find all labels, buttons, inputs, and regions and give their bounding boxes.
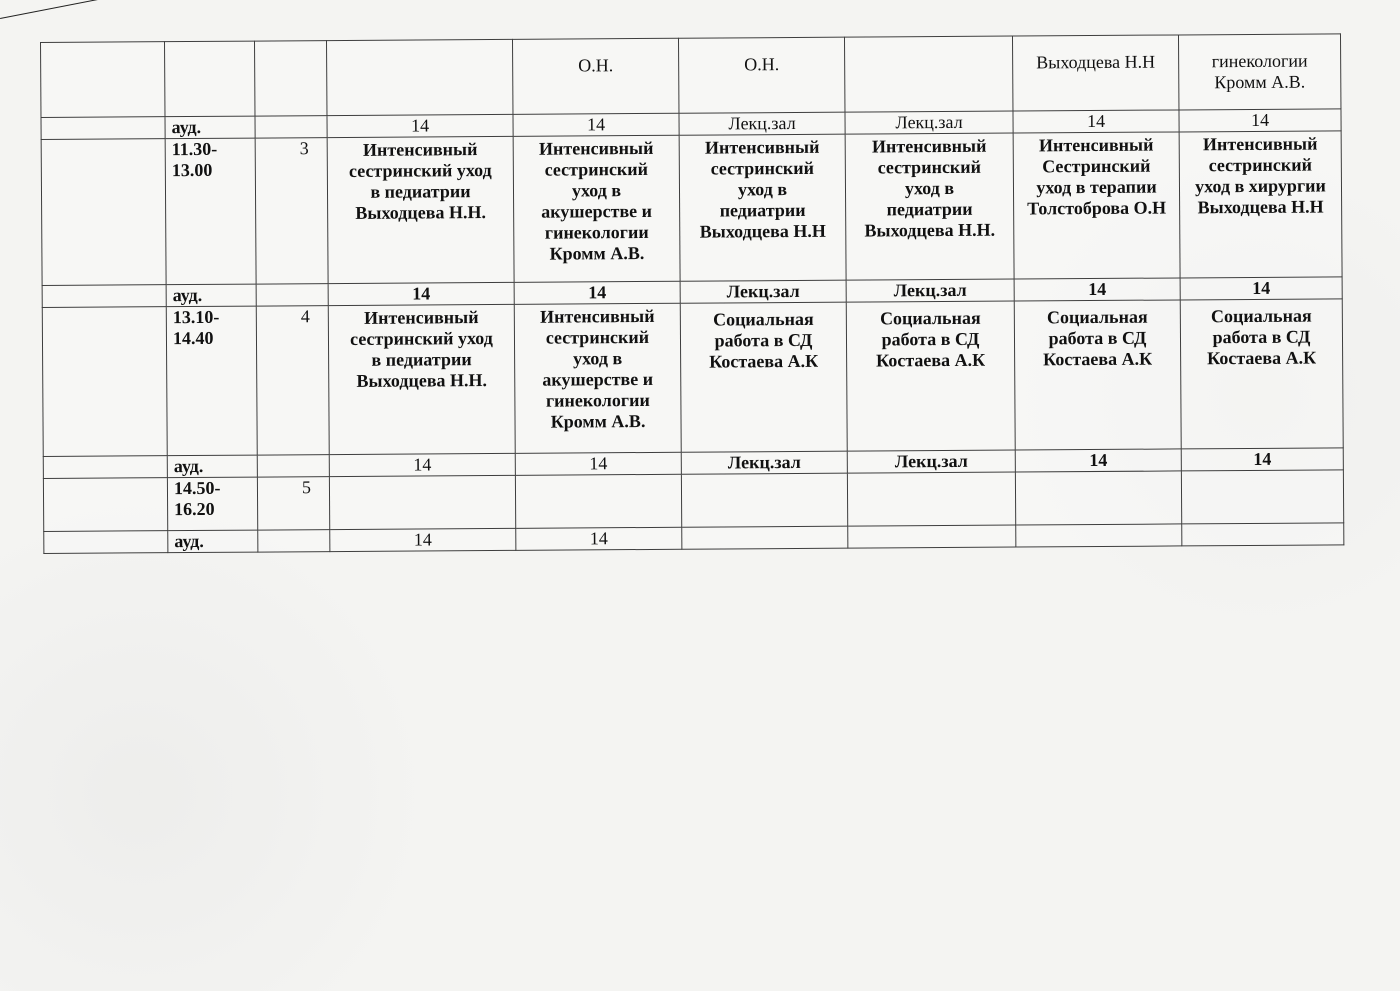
auditorium-value: 14	[330, 528, 516, 551]
row-spacer-cell	[258, 530, 330, 552]
auditorium-value: 14	[328, 282, 514, 305]
auditorium-value: 14	[1015, 449, 1181, 472]
auditorium-value: Лекц.зал	[847, 450, 1015, 473]
header-cell: О.Н.	[512, 38, 678, 114]
auditorium-value: 14	[514, 281, 680, 304]
lesson-number: 4	[256, 306, 329, 455]
header-row	[41, 34, 1341, 118]
auditorium-value	[682, 526, 848, 549]
auditorium-value: 14	[1014, 278, 1180, 301]
row-spacer-cell	[43, 478, 167, 532]
course-cell: Интенсивный сестринский уход в педиатрии Выходцева Н.Н	[679, 134, 846, 281]
course-cell	[1015, 471, 1181, 525]
header-cell	[41, 42, 165, 118]
course-cell	[515, 474, 681, 528]
course-cell	[329, 475, 515, 529]
lesson-row-5	[43, 470, 1343, 532]
auditorium-value: Лекц.зал	[846, 279, 1014, 302]
course-cell: Социальная работа в СД Костаева А.К	[846, 301, 1015, 451]
auditorium-value: Лекц.зал	[681, 451, 847, 474]
auditorium-label: ауд.	[165, 116, 255, 139]
auditorium-label: ауд.	[167, 455, 257, 478]
course-cell	[847, 472, 1015, 526]
auditorium-value: Лекц.зал	[679, 112, 845, 135]
schedule-sheet	[40, 33, 1343, 552]
course-cell	[1181, 470, 1343, 524]
course-cell: Интенсивный сестринский уход в педиатрии Выходцева Н.Н.	[328, 304, 515, 454]
auditorium-value: 14	[513, 113, 679, 136]
row-spacer-cell	[41, 139, 166, 286]
course-cell: Социальная работа в СД Костаева А.К	[1180, 299, 1343, 449]
auditorium-value: Лекц.зал	[680, 280, 846, 303]
auditorium-value: 14	[327, 114, 513, 137]
header-cell	[165, 41, 255, 117]
header-cell	[254, 41, 326, 116]
course-cell: Интенсивный сестринский уход в педиатрии Выходцева Н.Н.	[845, 133, 1014, 280]
row-spacer-cell	[41, 117, 165, 140]
schedule-table	[40, 33, 1344, 554]
header-cell	[844, 36, 1012, 112]
lesson-row-3	[41, 131, 1342, 286]
row-spacer-cell	[257, 455, 329, 478]
course-cell: Интенсивный сестринский уход в акушерстве и гинекологии Кромм А.В.	[514, 303, 681, 453]
header-cell: О.Н.	[678, 37, 844, 113]
lesson-time: 14.50- 16.20	[167, 477, 257, 531]
row-spacer-cell	[44, 531, 168, 554]
course-cell: Интенсивный сестринский уход в хирургии Выходцева Н.Н	[1179, 131, 1342, 278]
auditorium-value	[848, 525, 1016, 548]
row-spacer-cell	[43, 456, 167, 479]
course-cell: Социальная работа в СД Костаева А.К	[680, 302, 847, 452]
lesson-row-4	[42, 299, 1343, 457]
row-spacer-cell	[256, 284, 328, 307]
auditorium-value: 14	[1179, 109, 1341, 132]
auditorium-value: 14	[1180, 277, 1342, 300]
course-cell	[681, 473, 847, 527]
course-cell: Интенсивный Сестринский уход в терапии Толстоброва О.Н	[1013, 132, 1180, 279]
course-cell: Интенсивный сестринский уход в педиатрии Выходцева Н.Н.	[327, 136, 514, 283]
auditorium-label: ауд.	[168, 530, 258, 553]
corner-pen-mark	[0, 0, 108, 19]
auditorium-value: 14	[1013, 110, 1179, 133]
auditorium-label: ауд.	[166, 284, 256, 307]
auditorium-value: 14	[329, 453, 515, 476]
auditorium-value	[1016, 524, 1182, 547]
header-cell: гинекологии Кромм А.В.	[1178, 34, 1340, 110]
row-spacer-cell	[42, 285, 166, 308]
auditorium-value: 14	[515, 452, 681, 475]
auditorium-value: 14	[1181, 448, 1343, 471]
header-cell	[326, 39, 512, 115]
row-spacer-cell	[42, 307, 167, 457]
course-cell: Социальная работа в СД Костаева А.К	[1014, 300, 1181, 450]
lesson-time: 13.10- 14.40	[166, 306, 257, 456]
header-cell: Выходцева Н.Н	[1012, 35, 1178, 111]
course-cell: Интенсивный сестринский уход в акушерстве и гинекологии Кромм А.В.	[513, 135, 680, 282]
row-spacer-cell	[255, 116, 327, 139]
auditorium-value: Лекц.зал	[845, 111, 1013, 134]
lesson-time: 11.30- 13.00	[165, 138, 256, 285]
lesson-number: 3	[255, 138, 328, 284]
auditorium-value	[1182, 523, 1344, 546]
auditorium-value: 14	[516, 527, 682, 550]
lesson-number: 5	[257, 477, 329, 530]
